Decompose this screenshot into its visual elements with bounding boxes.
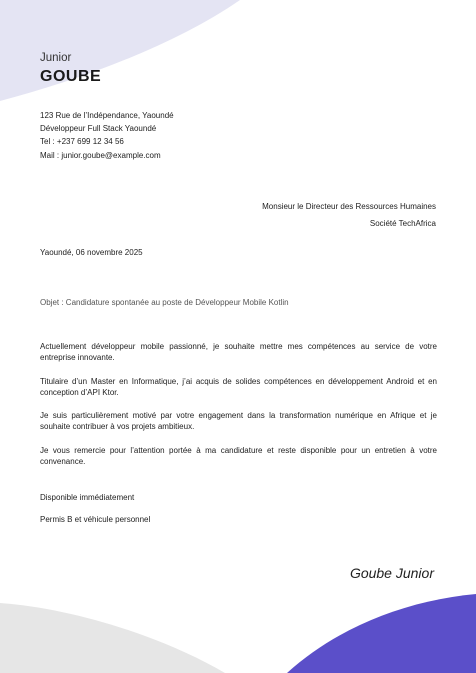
letter-subject: Objet : Candidature spontanée au poste de Développeur Mobile Kotlin — [40, 298, 289, 307]
contact-address: 123 Rue de l’Indépendance, Yaoundé — [40, 111, 174, 120]
bottom-grey-shape — [0, 603, 225, 673]
letter-body — [40, 341, 437, 479]
contact-phone: Tel : +237 699 12 34 56 — [40, 137, 124, 147]
license-note: Permis B et véhicule personnel — [40, 514, 151, 524]
contact-block — [40, 109, 174, 162]
body-paragraph: Titulaire d’un Master en Informatique, j’ai acquis de solides compétences en développement Android et en conception d’API Ktor. — [40, 376, 437, 397]
body-paragraph: Actuellement développeur mobile passionné, je souhaite mettre mes compétences au service de votre entreprise innovante. — [40, 342, 437, 363]
bottom-purple-shape — [287, 594, 476, 673]
recipient-name: Monsieur le Directeur des Ressources Humaines — [262, 202, 436, 211]
contact-job-title: Développeur Full Stack Yaoundé — [40, 124, 157, 134]
body-paragraph: Je suis particulièrement motivé par votre engagement dans la transformation numérique en Afrique et je souhaite contribuer à vos projets ambitieux. — [40, 411, 437, 432]
top-left-shape — [0, 0, 240, 101]
recipient-block — [262, 198, 436, 232]
body-paragraph: Je vous remercie pour l’attention portée à ma candidature et reste disponible pour un entretien à votre convenance. — [40, 445, 437, 467]
signature: Goube Junior — [349, 565, 434, 581]
recipient-company: Société TechAfrica — [369, 219, 436, 228]
contact-email: Mail : junior.goube@example.com — [40, 150, 161, 160]
sender-last-name: GOUBE — [40, 68, 102, 85]
extra-info — [40, 493, 150, 536]
letter-date: Yaoundé, 06 novembre 2025 — [40, 248, 143, 257]
availability-note: Disponible immédiatement — [40, 493, 135, 502]
sender-first-name: Junior — [40, 52, 72, 64]
